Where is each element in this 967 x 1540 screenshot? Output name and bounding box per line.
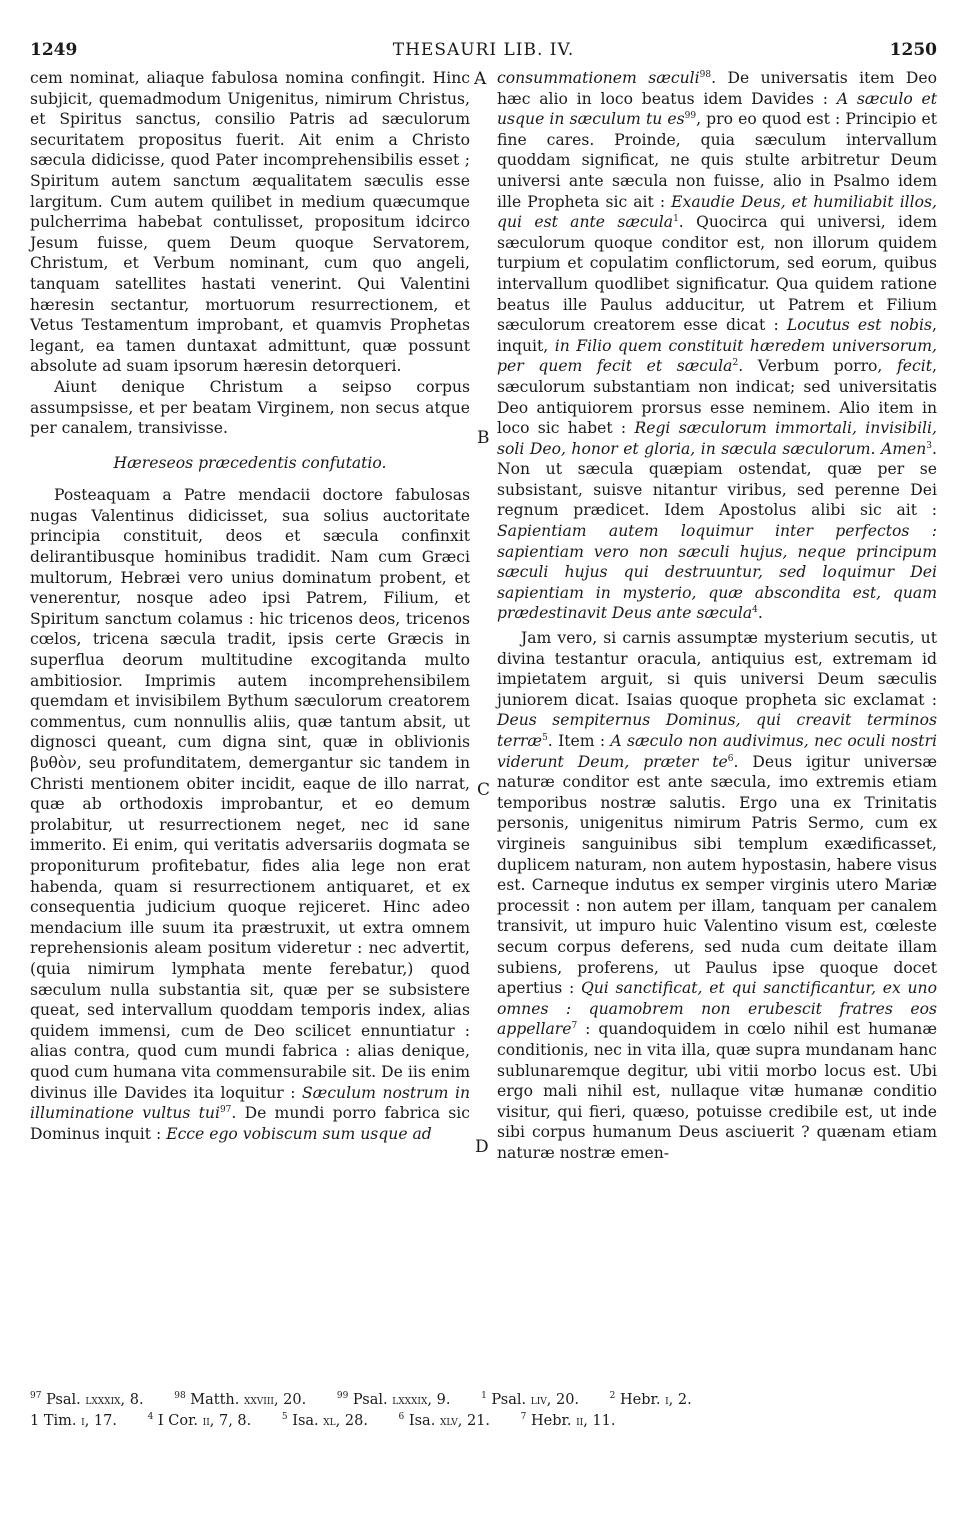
- scripture-quote: Deus sempiternus Dominus, qui creavit terminos terræ: [497, 711, 937, 750]
- text-run: .: [757, 604, 763, 623]
- footnote: $^6$ Isa. xlv, 21.: [398, 1412, 491, 1429]
- paragraph: [497, 68, 937, 624]
- margin-mark-b: B: [477, 428, 490, 448]
- text-run: , sæculorum substantiam non indicat; sed universitatis Deo antiquiorem prorsus esse neminem. Alio item in loco sic habet :: [497, 357, 937, 438]
- text-run: . Deus igitur universæ naturæ conditor est ante sæcula, imo extremis etiam temporibus nostræ salutis. Ergo una ex Trinitatis personis, unigenitus nimirum Patris Sermo, cum ex virgineis sanguinibus sibi templum exædificasset, duplicem naturam, non autem hypostasin, habere visus est. Carneque indutus ex semper virginis utero Mariæ processit : non autem per illam, tanquam per canalem transivit, ut impuro huic Valentino visum est, cœleste secum corpus deferens, sed nuda cum deitate illam subiens, proferens, ut Paulus ipse quoque docet apertius :: [497, 752, 937, 998]
- scripture-quote: Qui sanctificat, et qui sanctificantur, ex uno omnes : quamobrem non erubescit fratres eos appellare: [497, 979, 937, 1039]
- footnote: $^2$ Hebr. i, 2.: [609, 1391, 692, 1408]
- paragraph: [30, 377, 470, 439]
- scripture-quote: Regi sæculorum immortali, invisibili, soli Deo, honor et gloria, in sæcula sæculorum. Amen: [497, 419, 937, 458]
- footnote: $^{99}$ Psal. lxxxix, 9.: [336, 1391, 451, 1408]
- text-run: cem nominat, aliaque fabulosa nomina confingit. Hinc subjicit, quemadmodum Unigenitus, nimirum Christus, et Spiritus sanctus, consilio Patris ad sæculorum securitatem propositus fuerit. Ait enim a Christo sæcula didicisse, quod Pater incomprehensibilis esset ; Spiritum autem sanctum æqualitatem sæculis esse largitum. Cum autem quilibet in medium quæcumque pulcherrima habebat contulisset, propositum idcirco Jesum fuisse, quem Deum quoque Servatorem, Christum, et Verbum nominant, cum quo angeli, tanquam satellites hastati venerint. Qui Valentini hæresin sectantur, mortuorum resurrectionem, et Vetus Testamentum improbant, et quamvis Prophetas legant, ea tamen duntaxat admittunt, quæ possunt absolute ad suam ipsorum hæresin detorqueri.: [30, 69, 470, 376]
- paragraph: [497, 628, 937, 1163]
- text-run: Jam vero, si carnis assumptæ mysterium secutis, ut divina testantur oracula, antiquius est, extremam id impietatem arguit, si quis universi Deum sæculis juniorem dicat. Isaias quoque propheta sic exclamat :: [497, 629, 937, 709]
- footnote-ref: 6: [727, 753, 734, 764]
- footnote: 1 Tim. i, 17.: [30, 1413, 117, 1429]
- left-column: [30, 68, 470, 1144]
- margin-mark-d: D: [475, 1137, 489, 1157]
- right-column: [497, 68, 937, 1163]
- text-run: , pro eo quod est : Principio et fine cares. Proinde, quia sæculum intervallum quoddam significat, ne quis stulte arbitretur Deum universi ante sæcula non fuisse, alio in Psalmo idem ille Propheta sic ait :: [497, 110, 937, 211]
- margin-mark-a: A: [474, 69, 487, 89]
- scripture-quote: A sæculo et usque in sæculum tu es: [497, 89, 937, 129]
- page-number-right: 1250: [889, 40, 937, 60]
- footnote-ref: 2: [732, 358, 739, 369]
- footnote: $^1$ Psal. liv, 20.: [481, 1391, 580, 1408]
- scripture-quote: Sapientiam autem loquimur inter perfectos : sapientiam vero non sæculi hujus, neque principum sæculi hujus qui destruuntur, sed loquimur Dei sapientiam in mysterio, quæ abscondita est, quam prædestinavit Deus ante sæcula: [497, 522, 937, 623]
- text-run: Posteaquam a Patre mendacii doctore fabulosas nugas Valentinus didicisset, sua solius auctoritate principia constituit, deos et sæcula confinxit delirantibusque hominibus tradidit. Nam cum Græci multorum, Hebræi vero unius dominatum probent, et venerentur, nosque adeo ipsi Patrem, Filium, et Spiritum sanctum colamus : hic tricenos deos, tricenos cœlos, tricena sæcula tradit, ipsis certe Græcis in superflua deorum multitudine excogitanda multo ambitiosior. Imprimis autem incomprehensibilem quemdam et invisibilem Bythum sæculorum creatorem commentus, cum nonnullis aliis, quæ tantum absit, ut dignosci queant, cum digna sint, quæ in oblivionis βυθὸν, seu profunditatem, demergantur sic tandem in Christi mentionem obiter incidit, eaque de illo narrat, quæ ab orthodoxis improbantur, et eo demum prolabitur, ut resurrectionem neget, nec id sane immerito. Ei enim, qui veritatis adversariis dogmata se proponiturum profitebatur, fides alia lege non erat habenda, quam si resurrectionem antiquaret, et ex consequentia judicium quoque rejiceret. Hinc adeo mendacium ille suum ita præstruxit, ut extra omnem reprehensionis aleam positum videretur : nec advertit, (quia nimirum lymphata mente ferebatur,) quod sæculum nulla substantia sit, quæ per se subsistere queat, sed intervallum quoddam temporis index, alias quidem immensi, cum de Deo scilicet ennuntiatur : alias contra, quod cum mundi fabrica : alias denique, quod cum humana vita commensurabile sit. De iis enim divinus ille Davides ita loquitur :: [30, 486, 470, 1102]
- text-run: . Verbum porro,: [738, 357, 898, 376]
- paragraph: [30, 68, 470, 377]
- footnote: $^7$ Hebr. ii, 11.: [520, 1412, 616, 1429]
- text-run: , inquit,: [497, 316, 937, 355]
- scripture-quote: Ecce ego vobiscum sum usque ad: [166, 1124, 432, 1143]
- page-number-left: 1249: [30, 40, 78, 60]
- margin-mark-c: C: [477, 780, 491, 800]
- text-run: . Item :: [547, 732, 611, 750]
- text-run: . Non ut sæcula quæpiam ostendat, quæ per se subsistant, suisve nitantur viribus, sed perenne Dei regnum prædicet. Idem Apostolus alibi sic ait :: [497, 439, 937, 520]
- running-title: THESAURI LIB. IV.: [392, 40, 575, 60]
- footnote-ref: 1: [673, 213, 679, 224]
- footnote-ref: 7: [571, 1021, 578, 1032]
- footnote-line: [30, 1390, 937, 1411]
- footnote: $^{97}$ Psal. lxxxix, 8.: [30, 1391, 144, 1408]
- footnote: $^4$ I Cor. ii, 7, 8.: [147, 1412, 252, 1429]
- text-run: . De universatis item Deo hæc alio in loco beatus idem Davides :: [497, 69, 937, 108]
- footnote-ref: 3: [926, 440, 933, 451]
- text-run: . Quocirca qui universi, idem sæculorum quoque conditor est, non illorum quidem turpium et copulatim conflictorum, sed eorum, quibus intervallum quodlibet significatur. Qua quidem ratione beatus ille Paulus adducitur, ut Patrem et Filium sæculorum creatorem esse dicat :: [497, 213, 938, 335]
- paragraph: [30, 485, 470, 1144]
- text-run: : quandoquidem in cœlo nihil est humanæ conditionis, nec in vita illa, quæ supra mundanam hanc sublunaremque degitur, ubi vitii morbo locus est. Ubi ergo mali nihil est, nullaque vitæ humanæ conditio visitur, qui fieri, quæso, potuisse credibile est, ut inde sibi corpus humanum Deus asciuerit ? quænam etiam naturæ nostræ emen-: [497, 1020, 937, 1162]
- footnotes: [30, 1390, 937, 1432]
- footnote: $^5$ Isa. xl, 28.: [281, 1412, 368, 1429]
- scripture-quote: Locutus est nobis: [786, 316, 933, 335]
- running-header: [30, 40, 937, 64]
- scripture-quote: Sæculum nostrum in illuminatione vultus tui: [30, 1083, 470, 1123]
- footnote-ref: 5: [542, 732, 548, 743]
- footnote-line: [30, 1411, 937, 1432]
- footnote-ref: 99: [684, 111, 697, 121]
- footnote-ref: 97: [219, 1104, 232, 1115]
- section-heading: Hæreseos præcedentis confutatio.: [113, 453, 387, 472]
- scripture-quote: fecit: [897, 357, 933, 376]
- scripture-quote: Exaudie Deus, et humiliabit illos, qui est ante sæcula: [497, 192, 937, 232]
- text-run: Aiunt denique Christum a seipso corpus assumpsisse, et per beatam Virginem, non secus atque per canalem, transivisse.: [30, 377, 470, 438]
- scripture-quote: consummationem sæculi: [497, 69, 700, 87]
- footnote: $^{98}$ Matth. xxviii, 20.: [174, 1391, 307, 1408]
- scripture-quote: A sæculo non audivimus, nec oculi nostri viderunt Deum, præter te: [497, 732, 937, 771]
- scripture-quote: in Filio quem constituit hæredem universorum, per quem fecit et sæcula: [497, 336, 937, 376]
- footnote-ref: 4: [752, 605, 758, 616]
- footnote-ref: 98: [699, 69, 712, 80]
- text-run: . De mundi porro fabrica sic Dominus inquit :: [30, 1104, 470, 1143]
